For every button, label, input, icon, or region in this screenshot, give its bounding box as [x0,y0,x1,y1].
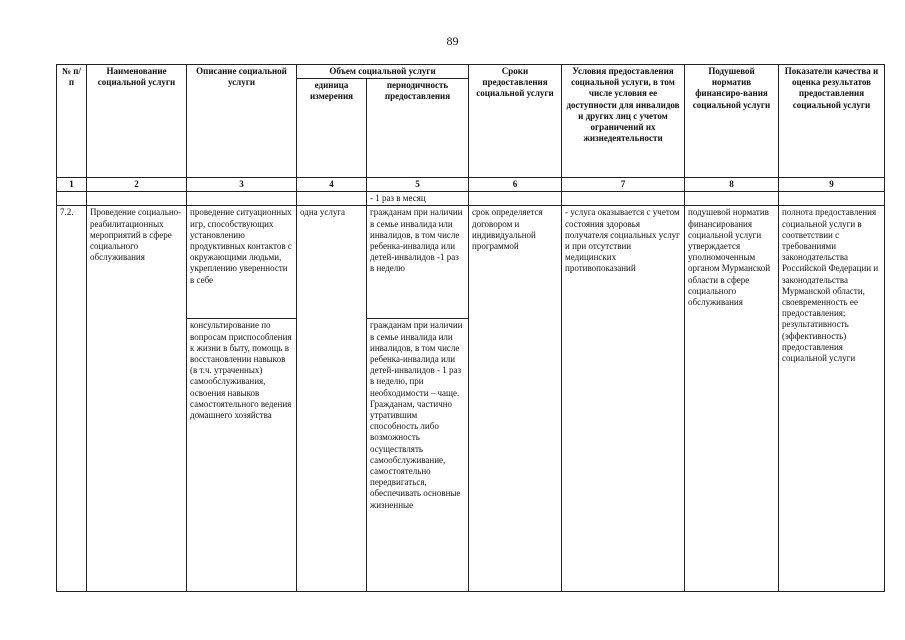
continuation-cell [87,192,187,206]
service-description-2: консультирование по вопросам приспособления к жизни в быту, помощь в восстановлении навыков (в т.ч. утраченных) самообслуживания, освоения навыков самостоятельного ведения домашнего хозяйства [187,319,297,592]
unit-of-measure: одна услуга [297,206,367,592]
column-number: 1 [57,178,87,192]
page-number: 89 [446,34,459,48]
service-conditions: - услуга оказывается с учетом состояния здоровья получателя социальных услуг и при отсутствии медицинских противопоказаний [562,206,685,592]
column-number: 9 [779,178,885,192]
header-name: Наименование социальной услуги [87,65,187,178]
continuation-cell [469,192,562,206]
service-name: Проведение социально-реабилитационных мероприятий в сфере социального обслуживания [87,206,187,592]
column-number: 5 [367,178,469,192]
continuation-cell [57,192,87,206]
social-services-table [56,64,885,592]
header-description: Описание социальной услуги [187,65,297,178]
column-number: 8 [685,178,779,192]
service-description-1: проведение ситуационных игр, способствующих установлению продуктивных контактов с окружающими людьми, укреплению уверенности в себе [187,206,297,319]
continuation-periodicity: - 1 раз в месяц [367,192,469,206]
header-quality: Показатели качества и оценка результатов предоставления социальной услуги [779,65,885,178]
continuation-cell [187,192,297,206]
financing-norm: подушевой норматив финансирования социальной услуги утверждается уполномоченным органом Мурманской области в сфере социального обслуживания [685,206,779,592]
column-number: 4 [297,178,367,192]
continuation-cell [685,192,779,206]
row-number: 7.2. [57,206,87,592]
periodicity-1: гражданам при наличии в семье инвалида или инвалидов, в том числе ребенка-инвалида или детей-инвалидов -1 раз в неделю [367,206,469,319]
header-periodicity: периодичность предоставления [367,79,469,178]
service-terms: срок определяется договором и индивидуальной программой [469,206,562,592]
periodicity-2: гражданам при наличии в семье инвалида или инвалидов, в том числе ребенка-инвалида или детей-инвалидов - 1 раз в неделю, при необходимости – чаще. Гражданам, частично утратившим способность либо возможность осуществлять самообслуживание, самостоятельно передвигаться, обеспечивать основные жизненные [367,319,469,592]
header-unit: единица измерения [297,79,367,178]
continuation-cell [562,192,685,206]
header-conditions: Условия предоставления социальной услуги, в том числе условия ее доступности для инвалидов и других лиц с учетом ограничений их жизнедеятельности [562,65,685,178]
column-number: 2 [87,178,187,192]
continuation-cell [779,192,885,206]
column-number: 6 [469,178,562,192]
column-number: 7 [562,178,685,192]
quality-indicators: полнота предоставления социальной услуги в соответствии с требованиями законодательства Российской Федерации и законодательства Мурманской области, своевременность ее предоставления; результативность (эффективность) предоставления социальной услуги [779,206,885,592]
header-volume-group: Объем социальной услуги [297,65,469,79]
header-num: № п/п [57,65,87,178]
header-norm: Подушевой норматив финансиро-вания социальной услуги [685,65,779,178]
continuation-cell [297,192,367,206]
header-terms: Сроки предоставления социальной услуги [469,65,562,178]
column-number: 3 [187,178,297,192]
